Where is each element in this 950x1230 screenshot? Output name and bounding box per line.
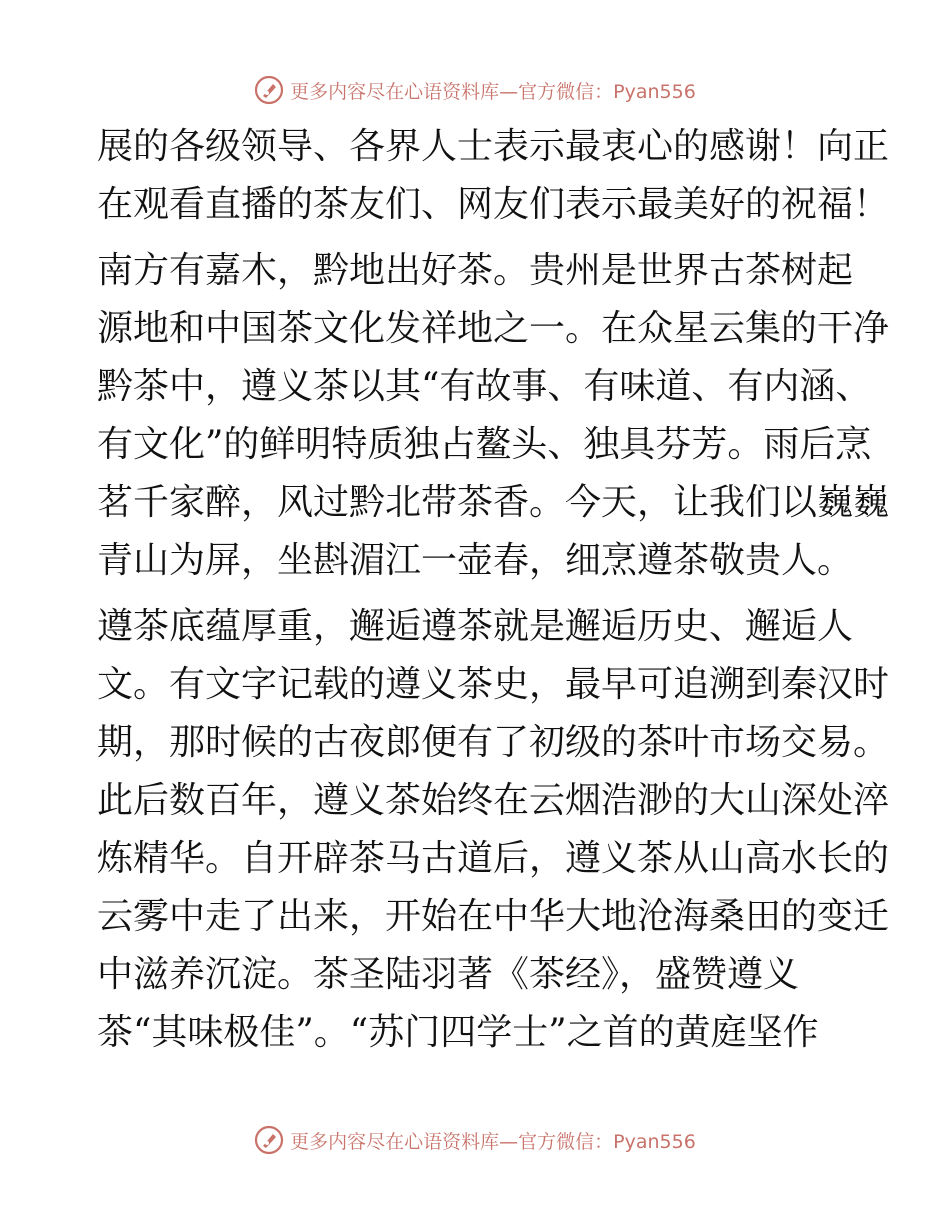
text-line: 此后数百年，遵义茶始终在云烟浩渺的大山深处淬	[97, 780, 890, 821]
paragraph-1	[97, 118, 890, 234]
document-body	[97, 118, 890, 1062]
text-line: 文。有文字记载的遵义茶史，最早可追溯到秦汉时	[97, 664, 890, 705]
text-line: 在观看直播的茶友们、网友们表示最美好的祝福！	[97, 184, 890, 225]
pen-nib-circle-icon	[254, 75, 284, 105]
footer-watermark	[0, 1120, 950, 1160]
text-line: 中滋养沉淀。茶圣陆羽著《茶经》，盛赞遵义	[97, 954, 800, 995]
text-line: 云雾中走了出来，开始在中华大地沧海桑田的变迁	[97, 896, 890, 937]
text-line: 遵茶底蕴厚重，邂逅遵茶就是邂逅历史、邂逅人	[97, 606, 854, 647]
pen-nib-circle-icon	[254, 1125, 284, 1155]
paragraph-3	[97, 598, 890, 1062]
text-line: 期，那时候的古夜郎便有了初级的茶叶市场交易。	[97, 722, 890, 763]
header-watermark	[0, 70, 950, 110]
paragraph-2	[97, 242, 890, 590]
text-line: 青山为屏，坐斟湄江一壶春，细烹遵茶敬贵人。	[97, 540, 854, 581]
text-line: 源地和中国茶文化发祥地之一。在众星云集的干净	[97, 308, 890, 349]
text-line: 展的各级领导、各界人士表示最衷心的感谢！向正	[97, 126, 890, 167]
text-line: 茶“其味极佳”。“苏门四学士”之首的黄庭坚作	[97, 1012, 819, 1053]
text-line: 南方有嘉木，黔地出好茶。贵州是世界古茶树起	[97, 250, 854, 291]
text-line: 茗千家醉，风过黔北带茶香。今天，让我们以巍巍	[97, 482, 890, 523]
watermark-text: 更多内容尽在心语资料库—官方微信：Pyan556	[290, 1130, 696, 1153]
text-line: 有文化”的鲜明特质独占鳌头、独具芬芳。雨后烹	[97, 424, 872, 465]
text-line: 黔茶中，遵义茶以其“有故事、有味道、有内涵、	[97, 366, 872, 407]
text-line: 炼精华。自开辟茶马古道后，遵义茶从山高水长的	[97, 838, 890, 879]
watermark-text: 更多内容尽在心语资料库—官方微信：Pyan556	[290, 80, 696, 103]
